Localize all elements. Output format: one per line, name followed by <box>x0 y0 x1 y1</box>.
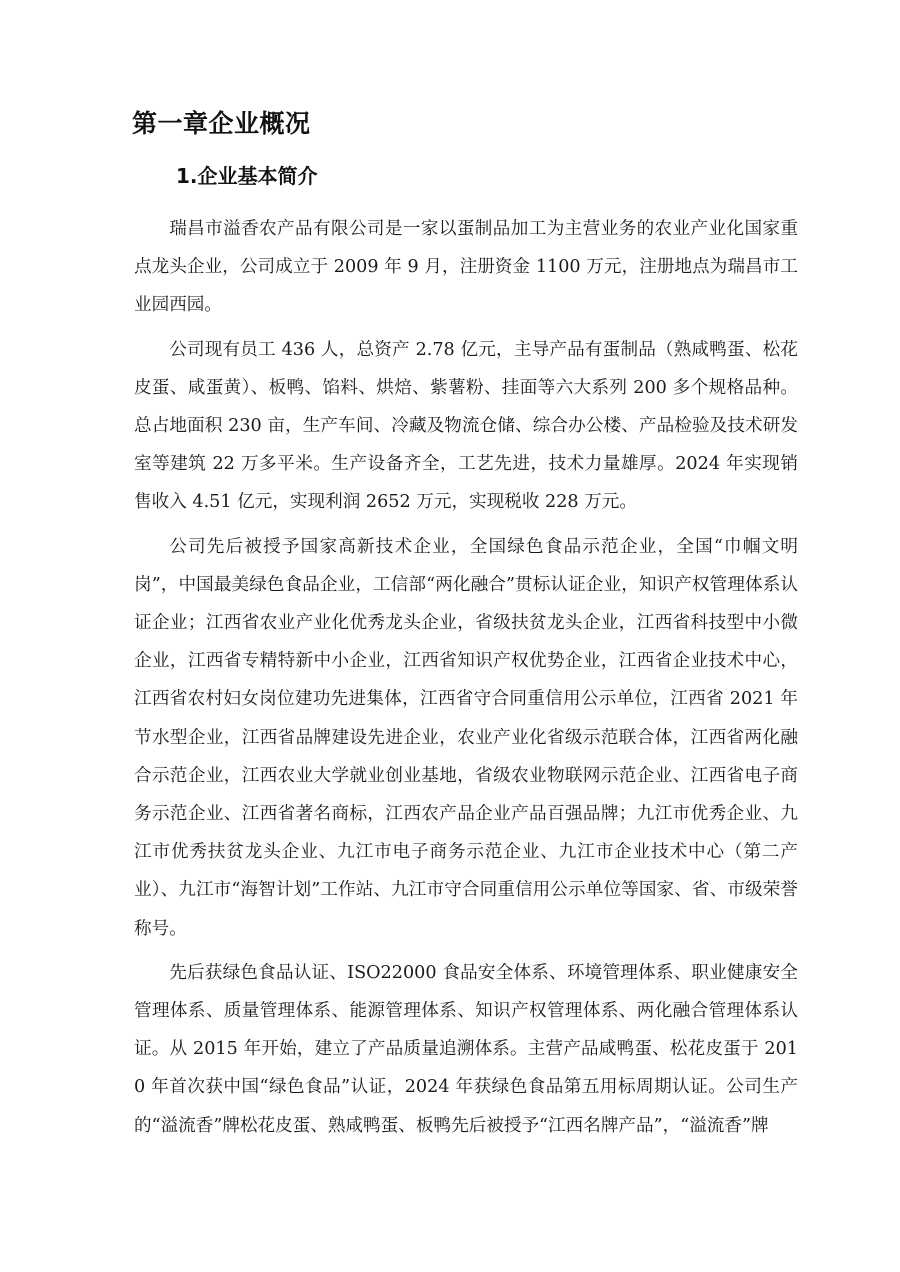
chapter-title: 第一章企业概况 <box>132 109 311 138</box>
paragraph-company-scale: 公司现有员工 436 人，总资产 2.78 亿元，主导产品有蛋制品（熟咸鸭蛋、松花皮蛋、咸蛋黄）、板鸭、馅料、烘焙、紫薯粉、挂面等六大系列 200 多个规格品种。总占地面积 230 亩，生产车间、冷藏及物流仓储、综合办公楼、产品检验及技术研发室等建筑 22 万多平米。生产设备齐全，工艺先进，技术力量雄厚。2024 年实现销售收入 4.51 亿元，实现利润 2652 万元，实现税收 228 万元。 <box>134 339 798 513</box>
paragraph-honors: 公司先后被授予国家高新技术企业，全国绿色食品示范企业，全国“巾帼文明岗”，中国最美绿色食品企业，工信部“两化融合”贯标认证企业，知识产权管理体系认证企业；江西省农业产业化优秀龙头企业，省级扶贫龙头企业，江西省科技型中小微企业，江西省专精特新中小企业，江西省知识产权优势企业，江西省企业技术中心，江西省农村妇女岗位建功先进集体，江西省守合同重信用公示单位，江西省 2021 年节水型企业，江西省品牌建设先进企业，农业产业化省级示范联合体，江西省两化融合示范企业，江西农业大学就业创业基地，省级农业物联网示范企业、江西省电子商务示范企业、江西省著名商标，江西农产品企业产品百强品牌；九江市优秀企业、九江市优秀扶贫龙头企业、九江市电子商务示范企业、九江市企业技术中心（第二产业）、九江市“海智计划”工作站、九江市守合同重信用公示单位等国家、省、市级荣誉称号。 <box>134 536 798 939</box>
paragraph-certifications: 先后获绿色食品认证、ISO22000 食品安全体系、环境管理体系、职业健康安全管理体系、质量管理体系、能源管理体系、知识产权管理体系、两化融合管理体系认证。从 2015 年开始，建立了产品质量追溯体系。主营产品咸鸭蛋、松花皮蛋于 2010 年首次获中国“绿色食品”认证，2024 年获绿色食品第五用标周期认证。公司生产的“溢流香”牌松花皮蛋、熟咸鸭蛋、板鸭先后被授予“江西名牌产品”，“溢流香”牌 <box>134 962 798 1136</box>
section-title: 1.企业基本简介 <box>176 164 318 188</box>
paragraph-company-intro: 瑞昌市溢香农产品有限公司是一家以蛋制品加工为主营业务的农业产业化国家重点龙头企业，公司成立于 2009 年 9 月，注册资金 1100 万元，注册地点为瑞昌市工业园西园。 <box>134 219 798 316</box>
body-text <box>134 210 798 1151</box>
